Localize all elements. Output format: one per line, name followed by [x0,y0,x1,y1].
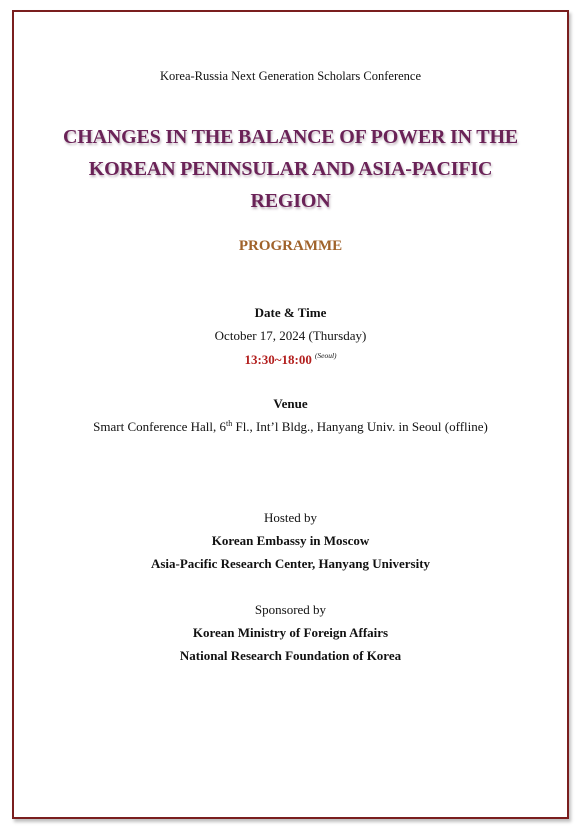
venue-floor-suffix: th [225,419,233,428]
event-time-range: 13:30~18:00 [244,352,312,367]
event-time [14,351,567,368]
venue-label: Venue [273,396,308,411]
conference-name: Korea-Russia Next Generation Scholars Conference [159,69,422,83]
title-line-1: CHANGES IN THE BALANCE OF POWER IN THE [63,126,518,148]
date-time-label: Date & Time [254,305,327,320]
venue-address-part-2: Fl., Int’l Bldg., Hanyang Univ. in Seoul (offline) [232,419,488,434]
sponsor-org-1: Korean Ministry of Foreign Affairs [192,625,389,640]
title-line-3: REGION [250,190,331,212]
sponsor-org-2: National Research Foundation of Korea [179,648,402,663]
time-zone-note: (Seoul) [314,351,337,360]
host-org-1: Korean Embassy in Moscow [211,533,370,548]
hosted-by-label: Hosted by [263,510,318,525]
conference-title [14,121,567,217]
venue-address [14,419,567,435]
sponsored-by-label: Sponsored by [254,602,327,617]
event-date: October 17, 2024 (Thursday) [214,328,367,343]
venue-address-part-1: Smart Conference Hall, 6 [93,419,226,434]
programme-page [12,10,569,819]
title-line-2: KOREAN PENINSULAR AND ASIA-PACIFIC [88,158,493,180]
host-org-2: Asia-Pacific Research Center, Hanyang University [150,556,431,571]
programme-heading: PROGRAMME [238,238,343,254]
